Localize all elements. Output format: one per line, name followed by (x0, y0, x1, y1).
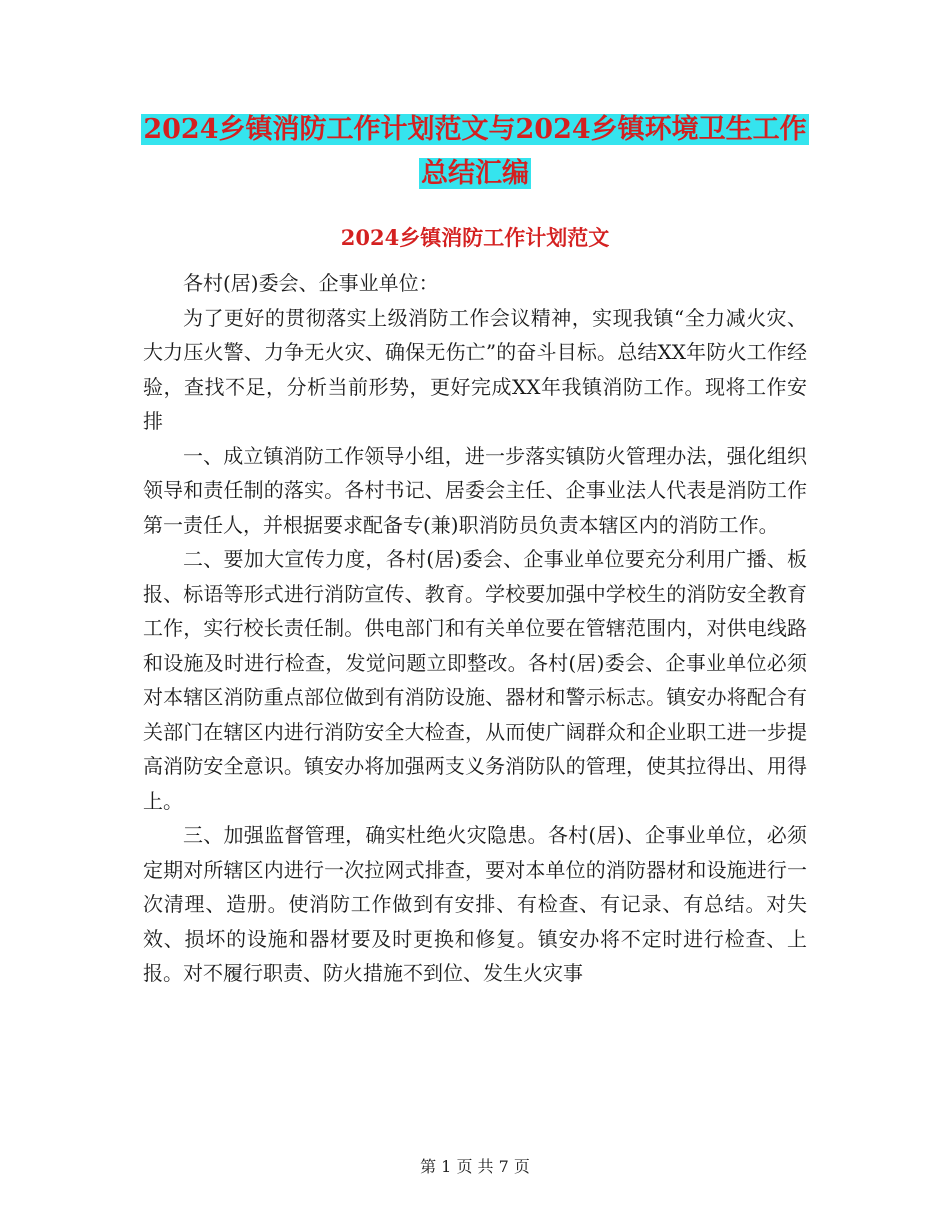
document-body (143, 266, 807, 991)
paragraph-item-3: 三、加强监督管理，确实杜绝火灾隐患。各村(居)、企事业单位，必须定期对所辖区内进行一次拉网式排查，要对本单位的消防器材和设施进行一次清理、造册。使消防工作做到有安排、有检查、有记录、有总结。对失效、损坏的设施和器材要及时更换和修复。镇安办将不定时进行检查、上报。对不履行职责、防火措施不到位、发生火灾事 (143, 823, 807, 985)
section-heading: 2024乡镇消防工作计划范文 (340, 225, 610, 250)
document-title-text-2: 总结汇编 (421, 158, 529, 189)
paragraph-item-1: 一、成立镇消防工作领导小组，进一步落实镇防火管理办法，强化组织领导和责任制的落实。各村书记、居委会主任、企事业法人代表是消防工作第一责任人，并根据要求配备专(兼)职消防员负责本辖区内的消防工作。 (143, 443, 807, 537)
document-title-line-1 (0, 108, 950, 152)
page-number-footer: 第 1 页 共 7 页 (420, 1157, 530, 1176)
paragraph-item-2: 二、要加大宣传力度，各村(居)委会、企事业单位要充分利用广播、板报、标语等形式进行消防宣传、教育。学校要加强中学校生的消防安全教育工作，实行校长责任制。供电部门和有关单位要在管辖范围内，对供电线路和设施及时进行检查，发觉问题立即整改。各村(居)委会、企事业单位必须对本辖区消防重点部位做到有消防设施、器材和警示标志。镇安办将配合有关部门在辖区内进行消防安全大检查，从而使广阔群众和企业职工进一步提高消防安全意识。镇安办将加强两支义务消防队的管理，使其拉得出、用得上。 (143, 547, 807, 813)
document-title-text-1: 2024乡镇消防工作计划范文与2024乡镇环境卫生工作 (143, 114, 807, 145)
paragraph-intro: 为了更好的贯彻落实上级消防工作会议精神，实现我镇“全力减火灾、大力压火警、力争无火灾、确保无伤亡”的奋斗目标。总结XX年防火工作经验，查找不足，分析当前形势，更好完成XX年我镇消防工作。现将工作安排 (143, 305, 807, 433)
paragraph-salutation: 各村(居)委会、企事业单位： (183, 271, 439, 295)
document-title-line-2 (0, 152, 950, 196)
